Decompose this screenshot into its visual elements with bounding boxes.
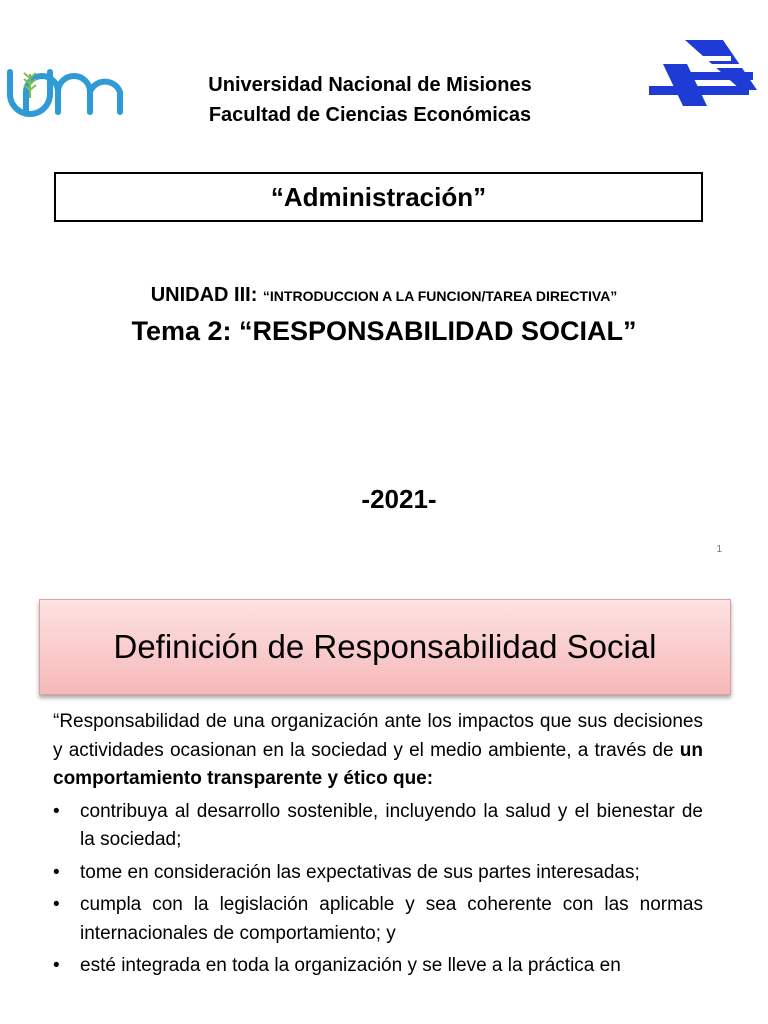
course-title: “Administración”: [54, 172, 703, 222]
list-item-text: cumpla con la legislación aplicable y sea coherente con las normas internacionales de comportamiento; y: [80, 894, 703, 944]
criteria-list: [53, 798, 703, 981]
definition-intro: [53, 708, 703, 794]
list-item-text: tome en consideración las expectativas de sus partes interesadas;: [80, 861, 640, 883]
faculty-name: Facultad de Ciencias Económicas: [208, 104, 532, 126]
bullet-icon: •: [53, 861, 60, 883]
list-item: [53, 798, 703, 855]
intro-bold-text: un comportamiento transparente y ético que:: [53, 739, 703, 789]
university-name: Universidad Nacional de Misiones: [208, 74, 532, 96]
year: -2021-: [361, 484, 437, 514]
list-item: [53, 859, 703, 888]
unit-heading: [0, 284, 768, 307]
definition-body: [53, 708, 703, 985]
institution-header: [130, 70, 610, 130]
slide-number: 1: [716, 544, 722, 555]
unit-label: UNIDAD III:: [150, 284, 258, 306]
slide-title: Definición de Responsabilidad Social: [39, 599, 731, 695]
bullet-icon: •: [53, 955, 60, 976]
list-item: [53, 952, 703, 981]
intro-text: “Responsabilidad de una organización ante los impactos que sus decisiones y actividades ocasionan en la sociedad y el medio ambiente, a través de: [53, 711, 703, 761]
fce-logo: [645, 34, 763, 110]
definition-slide: [0, 568, 768, 1024]
list-item: [53, 891, 703, 948]
unam-logo: [4, 64, 124, 118]
bullet-icon: •: [53, 800, 60, 822]
list-item-text: contribuya al desarrollo sostenible, incluyendo la salud y el bienestar de la sociedad;: [80, 800, 703, 850]
unit-title: “INTRODUCCION A LA FUNCION/TAREA DIRECTIVA”: [262, 288, 618, 304]
topic-title: Tema 2: “RESPONSABILIDAD SOCIAL”: [131, 316, 637, 346]
list-item-text: esté integrada en toda la organización y se lleve a la práctica en: [80, 955, 621, 976]
bullet-icon: •: [53, 894, 60, 915]
